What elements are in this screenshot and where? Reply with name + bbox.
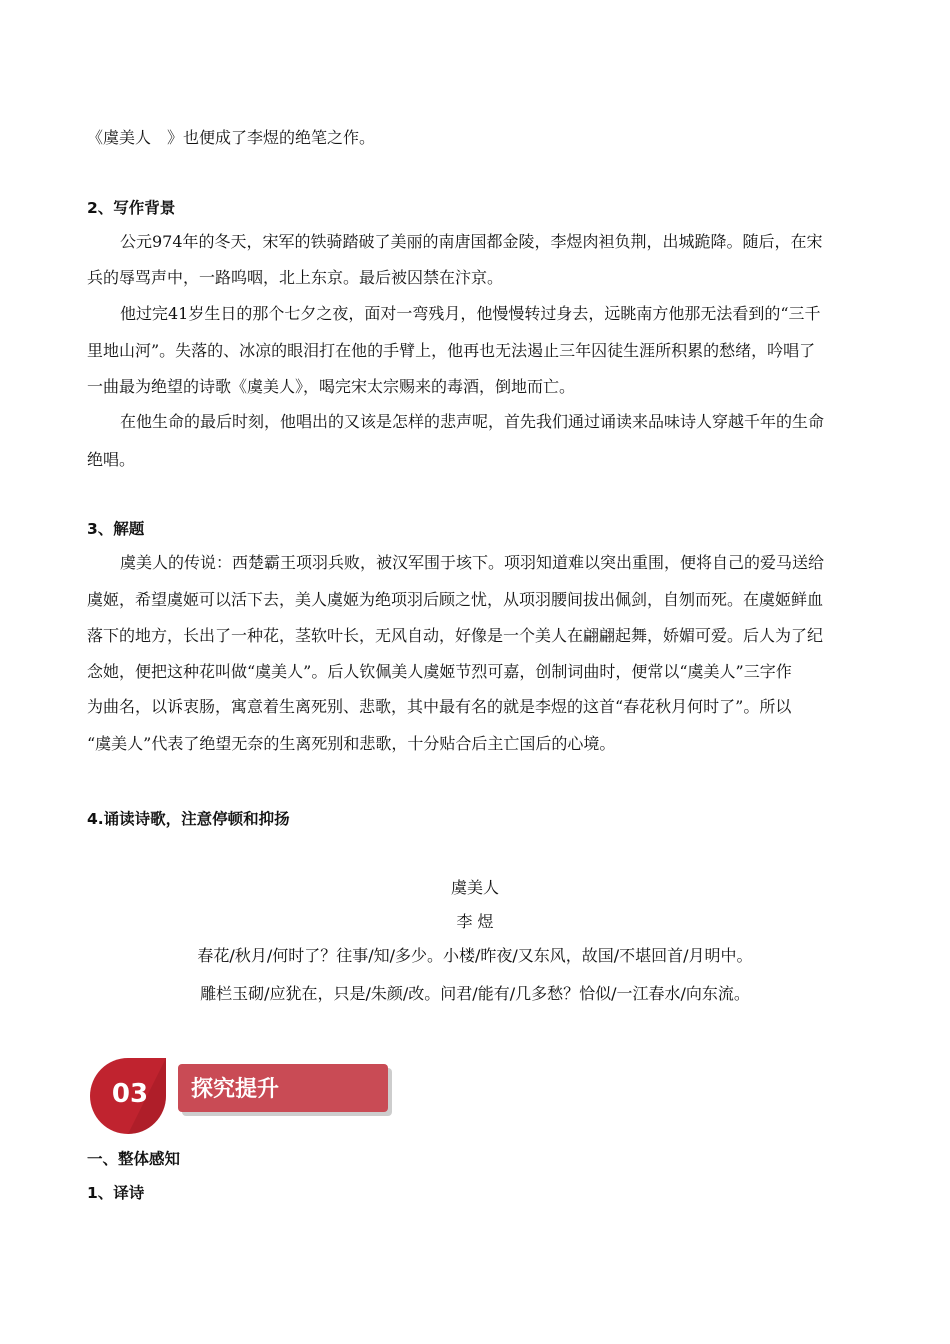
- intro-text: 《虞美人 》也便成了李煜的绝笔之作。: [87, 128, 376, 147]
- paragraph-line: “虞美人”代表了绝望无奈的生离死别和悲歌，十分贴合后主亡国后的心境。: [87, 734, 616, 753]
- paragraph-line: 一曲最为绝望的诗歌《虞美人》，喝完宋太宗赐来的毒酒，倒地而亡。: [87, 377, 576, 396]
- section-4-heading: 4.诵读诗歌，注意停顿和抑扬: [87, 810, 290, 828]
- poem-line: 雕栏玉砌/应犹在，只是/朱颜/改。问君/能有/几多愁？恰似/一江春水/向东流。: [200, 984, 750, 1003]
- paragraph-line: 念她，便把这种花叫做“虞美人”。后人钦佩美人虞姬节烈可嘉，创制词曲时，便常以“虞美人”三字作: [87, 662, 792, 681]
- paragraph-line: 他过完41岁生日的那个七夕之夜，面对一弯残月，他慢慢转过身去，远眺南方他那无法看到的“三千: [120, 304, 821, 323]
- paragraph-line: 为曲名，以诉衷肠，寓意着生离死别、悲歌，其中最有名的就是李煜的这首“春花秋月何时了”。所以: [87, 697, 792, 716]
- banner-label: 探究提升: [190, 1077, 280, 1102]
- paragraph-line: 在他生命的最后时刻，他唱出的又该是怎样的悲声呢，首先我们通过诵读来品味诗人穿越千年的生命: [120, 412, 825, 431]
- paragraph-line: 绝唱。: [87, 450, 136, 469]
- paragraph-line: 兵的辱骂声中，一路呜咽，北上东京。最后被囚禁在汴京。: [87, 268, 504, 287]
- poem-line: 春花/秋月/何时了？往事/知/多少。小楼/昨夜/又东风，故国/不堪回首/月明中。: [197, 946, 753, 965]
- section-next-sub: 1、译诗: [87, 1184, 145, 1202]
- section-banner: [90, 1050, 400, 1160]
- paragraph-line: 公元974年的冬天，宋军的铁骑踏破了美丽的南唐国都金陵，李煜肉袒负荆，出城跪降。随后，在宋: [120, 232, 823, 251]
- banner-number: 03: [111, 1079, 149, 1109]
- section-2-heading: 2、写作背景: [87, 199, 176, 217]
- paragraph-line: 落下的地方，长出了一种花，茎软叶长，无风自动，好像是一个美人在翩翩起舞，娇媚可爱。后人为了纪: [87, 626, 824, 645]
- poem-title: 虞美人: [450, 878, 499, 897]
- paragraph-line: 里地山河”。失落的、冰凉的眼泪打在他的手臂上，他再也无法遏止三年囚徒生涯所积累的愁绪，吟唱了: [87, 341, 816, 360]
- paragraph-line: 虞美人的传说：西楚霸王项羽兵败，被汉军围于垓下。项羽知道难以突出重围，便将自己的爱马送给: [120, 553, 825, 572]
- section-3-heading: 3、解题: [87, 520, 145, 538]
- paragraph-line: 虞姬，希望虞姬可以活下去，美人虞姬为绝项羽后顾之忧，从项羽腰间拔出佩剑，自刎而死。在虞姬鲜血: [87, 590, 824, 609]
- poem-author: 李 煜: [456, 912, 494, 931]
- section-next-heading: 一、整体感知: [87, 1150, 181, 1168]
